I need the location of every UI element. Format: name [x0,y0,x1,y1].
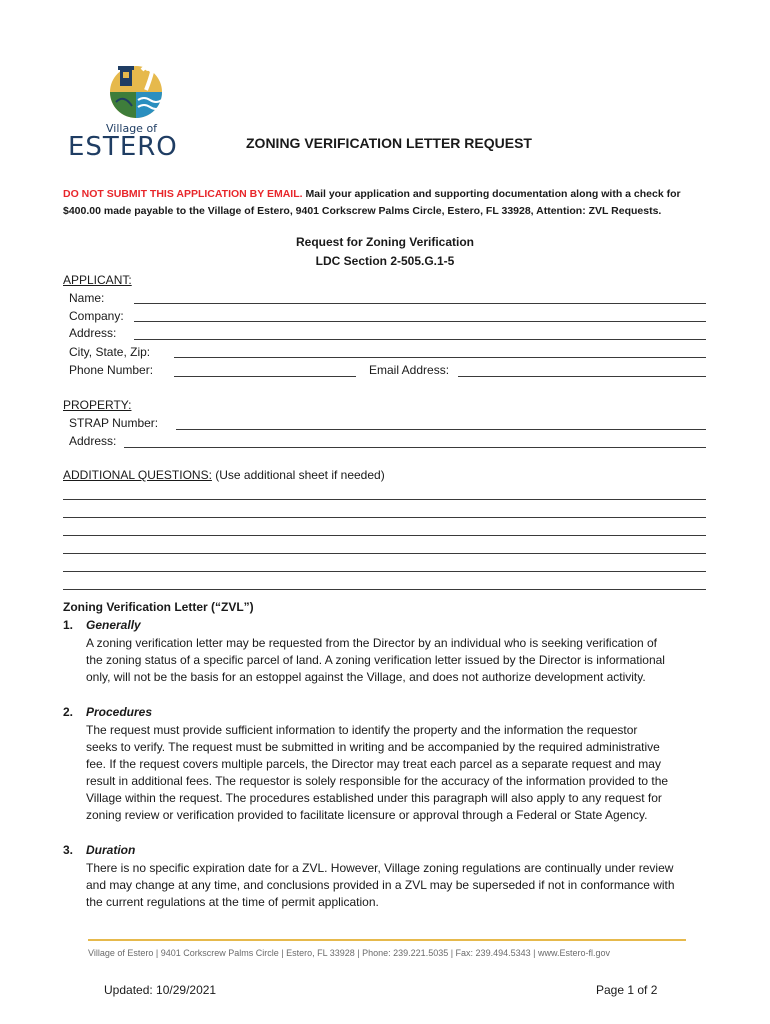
additional-line-5[interactable] [63,571,706,572]
address-label: Address: [69,326,117,340]
section-2-line-4: result in additional fees. The requestor is solely responsible for the accuracy of the information provided to the [86,774,669,788]
strap-field[interactable] [176,429,706,430]
section-1-line-2: the zoning status of a specific parcel of land. A zoning verification letter issued by the Director is informational [86,653,665,667]
section-3-title: Duration [86,843,136,857]
zvl-heading: Zoning Verification Letter (“ZVL”) [63,600,254,614]
footer-divider [88,939,686,941]
section-2-line-1: The request must provide sufficient information to identify the property and the information the requestor [86,723,638,737]
section-3-line-1: There is no specific expiration date for a ZVL. However, Village zoning regulations are continually under review [86,861,674,875]
phone-field[interactable] [174,376,356,377]
subheading-1: Request for Zoning Verification [295,235,474,249]
additional-heading-row [63,467,385,483]
additional-line-3[interactable] [63,535,706,536]
notice-line-2: $400.00 made payable to the Village of Estero, 9401 Corkscrew Palms Circle, Estero, FL 33928, Attention: ZVL Requests. [63,205,662,217]
section-2-line-6: zoning review or verification provided to facilitate licensure or approval through a Federal or State Agency. [86,808,648,822]
strap-label: STRAP Number: [69,416,159,430]
section-3-number: 3. [63,843,74,857]
city-state-zip-label: City, State, Zip: [69,345,151,359]
section-2-number: 2. [63,705,74,719]
property-address-label: Address: [69,434,117,448]
applicant-heading: APPLICANT: [63,273,132,287]
property-address-field[interactable] [124,447,706,448]
page-title: ZONING VERIFICATION LETTER REQUEST [246,135,532,151]
city-state-zip-field[interactable] [174,357,706,358]
section-2-line-2: seeks to verify. The request must be submitted in writing and be accompanied by the required administrative [86,740,660,754]
additional-line-4[interactable] [63,553,706,554]
additional-note: (Use additional sheet if needed) [211,468,385,482]
subheading-2: LDC Section 2-505.G.1-5 [315,254,455,268]
section-3-line-2: and may change at any time, and conclusions provided in a ZVL may be superseded if not in conformance with [86,878,675,892]
name-field[interactable] [134,303,706,304]
section-1-title: Generally [86,618,141,632]
email-field[interactable] [458,376,706,377]
section-2-line-5: Village within the request. The procedures established under this paragraph will also apply to any request for [86,791,662,805]
email-label: Email Address: [369,363,450,377]
notice-line-1 [63,188,681,200]
section-1-number: 1. [63,618,74,632]
page-number: Page 1 of 2 [596,983,658,997]
additional-line-2[interactable] [63,517,706,518]
company-field[interactable] [134,321,706,322]
footer-contact: Village of Estero | 9401 Corkscrew Palms Circle | Estero, FL 33928 | Phone: 239.221.5035 | Fax: 239.494.5343 | www.Estero-fl.gov [88,948,610,958]
additional-line-1[interactable] [63,499,706,500]
village-logo [62,62,192,172]
warning-text: DO NOT SUBMIT THIS APPLICATION BY EMAIL. [63,188,303,200]
updated-date: Updated: 10/29/2021 [104,983,217,997]
additional-heading: ADDITIONAL QUESTIONS: [63,468,212,482]
section-2-title: Procedures [86,705,153,719]
phone-label: Phone Number: [69,363,154,377]
estero-emblem [108,62,164,120]
section-3-line-3: the current regulations at the time of permit application. [86,895,379,909]
company-label: Company: [69,309,124,323]
section-1-line-1: A zoning verification letter may be requested from the Director by an individual who is seeking verification of [86,636,657,650]
name-label: Name: [69,291,105,305]
property-heading: PROPERTY: [63,398,132,412]
additional-line-6[interactable] [63,589,706,590]
section-2-line-3: fee. If the request covers multiple parcels, the Director may treat each parcel as a separate request and may [86,757,661,771]
logo-village-of: Village of [106,122,158,135]
notice-line1-rest: Mail your application and supporting documentation along with a check for [302,188,681,200]
address-field[interactable] [134,339,706,340]
logo-estero: ESTERO [68,132,178,162]
section-1-line-3: only, will not be the basis for an estoppel against the Village, and does not authorize development activity. [86,670,646,684]
